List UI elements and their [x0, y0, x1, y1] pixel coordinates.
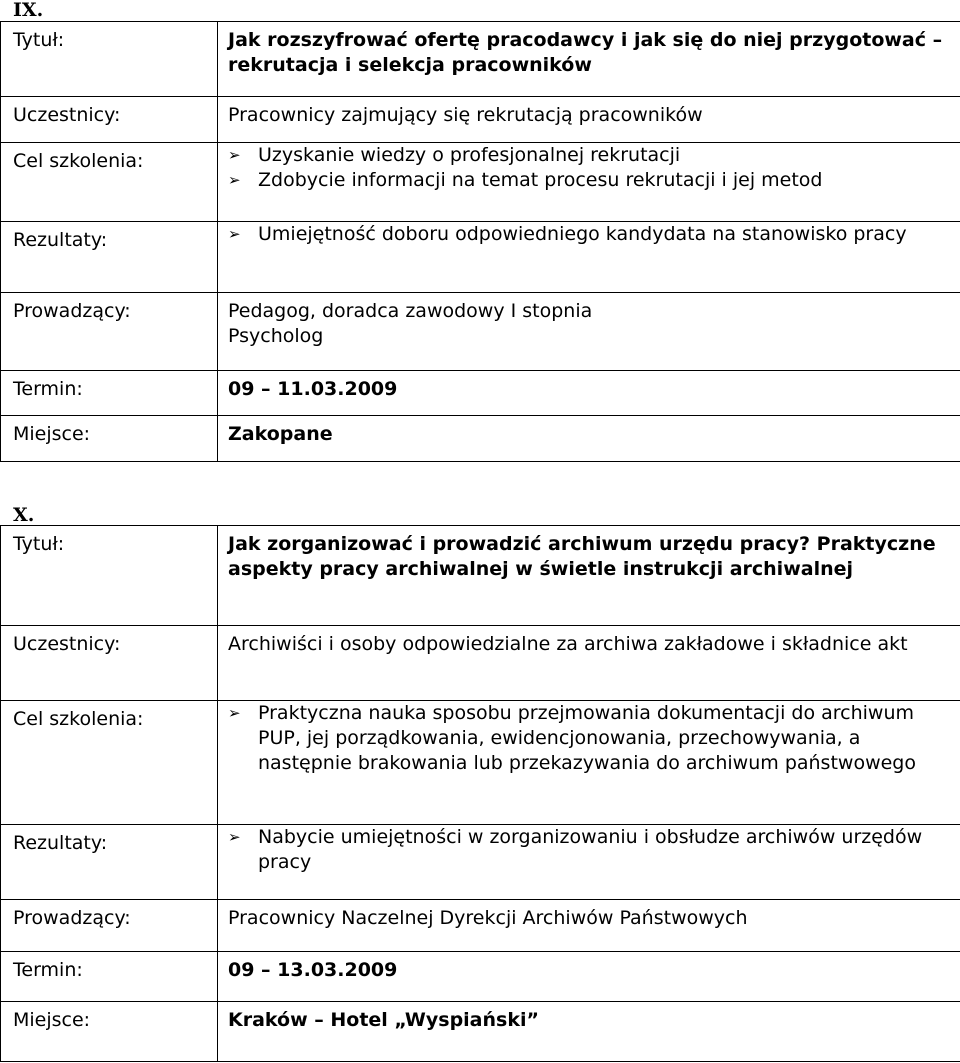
goal-label: Cel szkolenia: [13, 150, 144, 172]
place-label: Miejsce: [13, 423, 91, 445]
course-title: Jak rozszyfrować ofertę pracodawcy i jak się do niej przygotować – rekrutacja i selekcja pracowników [228, 29, 943, 76]
trainer-label: Prowadzący: [13, 300, 131, 322]
course-title: Jak zorganizować i prowadzić archiwum urzędu pracy? Praktyczne aspekty pracy archiwalnej w świetle instrukcji archiwalnej [228, 533, 936, 580]
title-label: Tytuł: [13, 533, 65, 555]
arrow-bullet-icon: ➢ [228, 828, 241, 846]
participants-value: Archiwiści i osoby odpowiedzialne za archiwa zakładowe i składnice akt [228, 633, 908, 655]
course-table-ix [0, 21, 960, 371]
results-list [228, 825, 960, 875]
goal-item: ➢ Uzyskanie wiedzy o profesjonalnej rekrutacji [228, 144, 681, 166]
trainer-value [228, 293, 960, 349]
section-number: X. [13, 504, 35, 526]
result-item: ➢ Nabycie umiejętności w zorganizowaniu i obsłudze archiwów urzędów pracy [228, 826, 923, 873]
trainer-line: Pedagog, doradca zawodowy I stopnia [228, 300, 593, 322]
goal-item: ➢ Praktyczna nauka sposobu przejmowania dokumentacji do archiwum PUP, jej porządkowania, ewidencjonowania, przechowywania, a następnie brakowania lub przekazywania do archiwum państwowego [228, 702, 916, 774]
goal-item: ➢ Zdobycie informacji na temat procesu rekrutacji i jej metod [228, 169, 823, 191]
results-list [228, 222, 960, 247]
trainer-label: Prowadzący: [13, 907, 131, 929]
date-label: Termin: [13, 378, 83, 400]
title-label: Tytuł: [13, 29, 65, 51]
course-table-x [0, 525, 960, 952]
results-label: Rezultaty: [13, 832, 108, 854]
trainer-line: Pracownicy Naczelnej Dyrekcji Archiwów Państwowych [228, 907, 748, 929]
goal-list [228, 143, 960, 193]
results-label: Rezultaty: [13, 229, 108, 251]
goal-list [228, 701, 960, 776]
date-value: 09 – 13.03.2009 [228, 959, 398, 981]
place-value: Zakopane [228, 423, 333, 445]
goal-label: Cel szkolenia: [13, 708, 144, 730]
result-item: ➢ Umiejętność doboru odpowiedniego kandydata na stanowisko pracy [228, 223, 907, 245]
participants-label: Uczestnicy: [13, 104, 121, 126]
arrow-bullet-icon: ➢ [228, 146, 241, 164]
place-value: Kraków – Hotel „Wyspiański” [228, 1009, 539, 1031]
participants-value: Pracownicy zajmujący się rekrutacją pracowników [228, 104, 703, 126]
arrow-bullet-icon: ➢ [228, 225, 241, 243]
participants-label: Uczestnicy: [13, 633, 121, 655]
section-number: IX. [13, 0, 44, 21]
schedule-table-ix [0, 370, 960, 462]
place-label: Miejsce: [13, 1009, 91, 1031]
date-label: Termin: [13, 959, 83, 981]
arrow-bullet-icon: ➢ [228, 171, 241, 189]
trainer-value [228, 900, 960, 931]
arrow-bullet-icon: ➢ [228, 704, 241, 722]
schedule-table-x [0, 951, 960, 1062]
date-value: 09 – 11.03.2009 [228, 378, 398, 400]
trainer-line: Psycholog [228, 325, 324, 347]
